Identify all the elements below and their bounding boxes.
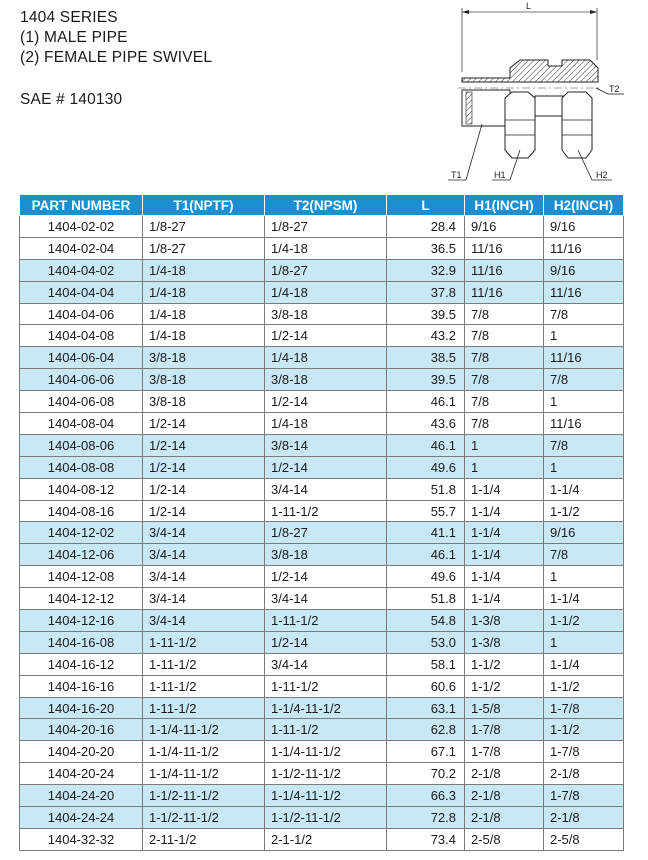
series-title: 1404 SERIES bbox=[20, 9, 118, 26]
t2-thread-cell: 1/4-18 bbox=[265, 237, 387, 259]
sae-number: SAE # 140130 bbox=[20, 91, 123, 108]
length-cell: 63.1 bbox=[387, 697, 465, 719]
table-row bbox=[20, 785, 624, 807]
h2-hex-cell: 2-5/8 bbox=[544, 828, 624, 850]
length-cell: 55.7 bbox=[387, 500, 465, 522]
length-cell: 43.6 bbox=[387, 413, 465, 435]
t2-thread-cell: 3/8-18 bbox=[265, 369, 387, 391]
table-row bbox=[20, 259, 624, 281]
part-number-cell: 1404-12-12 bbox=[20, 588, 143, 610]
h2-hex-cell: 1 bbox=[544, 631, 624, 653]
title-block bbox=[20, 8, 212, 110]
table-row bbox=[20, 719, 624, 741]
h2-hex-cell: 1-1/4 bbox=[544, 653, 624, 675]
h1-hex-cell: 7/8 bbox=[465, 391, 544, 413]
h2-hex-cell: 7/8 bbox=[544, 434, 624, 456]
t1-thread-cell: 3/4-14 bbox=[143, 610, 265, 632]
h2-hex-cell: 1-1/2 bbox=[544, 500, 624, 522]
t1-thread-cell: 1/4-18 bbox=[143, 303, 265, 325]
length-cell: 53.0 bbox=[387, 631, 465, 653]
length-cell: 46.1 bbox=[387, 434, 465, 456]
h1-hex-cell: 7/8 bbox=[465, 369, 544, 391]
h1-hex-cell: 1-1/4 bbox=[465, 478, 544, 500]
t1-thread-cell: 1/4-18 bbox=[143, 325, 265, 347]
table-row bbox=[20, 347, 624, 369]
t1-thread-cell: 3/4-14 bbox=[143, 522, 265, 544]
part-number-cell: 1404-02-04 bbox=[20, 237, 143, 259]
part-number-cell: 1404-04-06 bbox=[20, 303, 143, 325]
part-number-cell: 1404-08-12 bbox=[20, 478, 143, 500]
t2-thread-cell: 3/8-14 bbox=[265, 434, 387, 456]
h2-hex-cell: 2-1/8 bbox=[544, 763, 624, 785]
t1-thread-cell: 1/8-27 bbox=[143, 237, 265, 259]
t2-thread-cell: 1/2-14 bbox=[265, 456, 387, 478]
t1-thread-cell: 3/4-14 bbox=[143, 588, 265, 610]
table-row bbox=[20, 588, 624, 610]
h1-hex-cell: 1 bbox=[465, 456, 544, 478]
t2-thread-cell: 3/8-18 bbox=[265, 544, 387, 566]
table-row bbox=[20, 610, 624, 632]
t2-thread-cell: 1-1/4-11-1/2 bbox=[265, 697, 387, 719]
h1-hex-cell: 1-3/8 bbox=[465, 610, 544, 632]
h2-hex-cell: 1-1/4 bbox=[544, 588, 624, 610]
h1-hex-cell: 1-1/4 bbox=[465, 522, 544, 544]
length-cell: 66.3 bbox=[387, 785, 465, 807]
h1-hex-cell: 2-1/8 bbox=[465, 763, 544, 785]
h2-hex-cell: 1-1/2 bbox=[544, 719, 624, 741]
length-cell: 28.4 bbox=[387, 216, 465, 238]
h1-hex-cell: 1-3/8 bbox=[465, 631, 544, 653]
dim-label-L: L bbox=[526, 1, 532, 11]
column-header-t1: T1(NPTF) bbox=[143, 195, 265, 216]
spec-table bbox=[19, 194, 624, 851]
length-cell: 58.1 bbox=[387, 653, 465, 675]
t2-thread-cell: 1/2-14 bbox=[265, 566, 387, 588]
table-row bbox=[20, 807, 624, 829]
table-row bbox=[20, 413, 624, 435]
part-number-cell: 1404-06-04 bbox=[20, 347, 143, 369]
fitting-drawing bbox=[440, 0, 640, 186]
h2-hex-cell: 9/16 bbox=[544, 522, 624, 544]
part-number-cell: 1404-16-08 bbox=[20, 631, 143, 653]
length-cell: 51.8 bbox=[387, 588, 465, 610]
h1-hex-cell: 11/16 bbox=[465, 281, 544, 303]
table-row bbox=[20, 478, 624, 500]
table-row bbox=[20, 675, 624, 697]
t2-thread-cell: 1/4-18 bbox=[265, 281, 387, 303]
h2-hex-cell: 11/16 bbox=[544, 347, 624, 369]
h1-hex-cell: 1-7/8 bbox=[465, 719, 544, 741]
table-header-row bbox=[20, 195, 624, 216]
h1-hex-cell: 1-1/2 bbox=[465, 675, 544, 697]
length-cell: 60.6 bbox=[387, 675, 465, 697]
dim-label-T2: T2 bbox=[609, 84, 620, 94]
table-row bbox=[20, 566, 624, 588]
length-cell: 67.1 bbox=[387, 741, 465, 763]
h1-hex-cell: 7/8 bbox=[465, 413, 544, 435]
length-cell: 49.6 bbox=[387, 456, 465, 478]
t2-thread-cell: 1/8-27 bbox=[265, 216, 387, 238]
h2-hex-cell: 11/16 bbox=[544, 237, 624, 259]
length-cell: 73.4 bbox=[387, 828, 465, 850]
t1-thread-cell: 3/8-18 bbox=[143, 369, 265, 391]
table-row bbox=[20, 544, 624, 566]
table-row bbox=[20, 763, 624, 785]
h2-hex-cell: 1 bbox=[544, 391, 624, 413]
table-row bbox=[20, 500, 624, 522]
length-cell: 46.1 bbox=[387, 544, 465, 566]
part-number-cell: 1404-12-02 bbox=[20, 522, 143, 544]
h2-hex-cell: 1-7/8 bbox=[544, 785, 624, 807]
t2-thread-cell: 3/4-14 bbox=[265, 478, 387, 500]
t1-thread-cell: 1/4-18 bbox=[143, 281, 265, 303]
length-cell: 38.5 bbox=[387, 347, 465, 369]
column-header-h2: H2(INCH) bbox=[544, 195, 624, 216]
part-number-cell: 1404-12-08 bbox=[20, 566, 143, 588]
part-number-cell: 1404-06-06 bbox=[20, 369, 143, 391]
female-swivel-line: (2) FEMALE PIPE SWIVEL bbox=[20, 49, 213, 66]
h1-hex-cell: 7/8 bbox=[465, 303, 544, 325]
t2-thread-cell: 3/4-14 bbox=[265, 588, 387, 610]
t2-thread-cell: 3/8-18 bbox=[265, 303, 387, 325]
h2-hex-cell: 1-1/2 bbox=[544, 610, 624, 632]
length-cell: 54.8 bbox=[387, 610, 465, 632]
t1-thread-cell: 3/4-14 bbox=[143, 544, 265, 566]
t1-thread-cell: 1-11-1/2 bbox=[143, 675, 265, 697]
dim-label-H1: H1 bbox=[494, 170, 506, 180]
h1-hex-cell: 7/8 bbox=[465, 347, 544, 369]
t2-thread-cell: 1/2-14 bbox=[265, 325, 387, 347]
t2-thread-cell: 1-11-1/2 bbox=[265, 675, 387, 697]
part-number-cell: 1404-16-20 bbox=[20, 697, 143, 719]
t2-thread-cell: 1-1/4-11-1/2 bbox=[265, 741, 387, 763]
male-pipe-line: (1) MALE PIPE bbox=[20, 29, 128, 46]
t1-thread-cell: 1-1/2-11-1/2 bbox=[143, 807, 265, 829]
table-row bbox=[20, 216, 624, 238]
length-cell: 32.9 bbox=[387, 259, 465, 281]
part-number-cell: 1404-08-04 bbox=[20, 413, 143, 435]
t2-thread-cell: 1-11-1/2 bbox=[265, 719, 387, 741]
column-header-l: L bbox=[387, 195, 465, 216]
h2-hex-cell: 1-7/8 bbox=[544, 741, 624, 763]
length-cell: 36.5 bbox=[387, 237, 465, 259]
t1-thread-cell: 3/8-18 bbox=[143, 391, 265, 413]
part-number-cell: 1404-04-04 bbox=[20, 281, 143, 303]
h1-hex-cell: 9/16 bbox=[465, 216, 544, 238]
h1-hex-cell: 1 bbox=[465, 434, 544, 456]
t2-thread-cell: 1/4-18 bbox=[265, 347, 387, 369]
h1-hex-cell: 1-1/4 bbox=[465, 566, 544, 588]
table-row bbox=[20, 741, 624, 763]
t2-thread-cell: 2-1-1/2 bbox=[265, 828, 387, 850]
length-cell: 62.8 bbox=[387, 719, 465, 741]
t2-thread-cell: 1/8-27 bbox=[265, 259, 387, 281]
t2-thread-cell: 1-1/2-11-1/2 bbox=[265, 807, 387, 829]
t1-thread-cell: 1/2-14 bbox=[143, 456, 265, 478]
h1-hex-cell: 1-5/8 bbox=[465, 697, 544, 719]
part-number-cell: 1404-04-08 bbox=[20, 325, 143, 347]
t2-thread-cell: 1-1/4-11-1/2 bbox=[265, 785, 387, 807]
part-number-cell: 1404-12-16 bbox=[20, 610, 143, 632]
table-row bbox=[20, 456, 624, 478]
t1-thread-cell: 3/4-14 bbox=[143, 566, 265, 588]
h1-hex-cell: 1-1/4 bbox=[465, 544, 544, 566]
length-cell: 37.8 bbox=[387, 281, 465, 303]
column-header-t2: T2(NPSM) bbox=[265, 195, 387, 216]
t1-thread-cell: 1/2-14 bbox=[143, 478, 265, 500]
table-row bbox=[20, 325, 624, 347]
table-row bbox=[20, 369, 624, 391]
h1-hex-cell: 11/16 bbox=[465, 237, 544, 259]
t1-thread-cell: 1/4-18 bbox=[143, 259, 265, 281]
h2-hex-cell: 1-7/8 bbox=[544, 697, 624, 719]
t2-thread-cell: 1/2-14 bbox=[265, 391, 387, 413]
table-row bbox=[20, 237, 624, 259]
length-cell: 39.5 bbox=[387, 303, 465, 325]
t1-thread-cell: 1/2-14 bbox=[143, 434, 265, 456]
part-number-cell: 1404-08-08 bbox=[20, 456, 143, 478]
part-number-cell: 1404-20-16 bbox=[20, 719, 143, 741]
part-number-cell: 1404-04-02 bbox=[20, 259, 143, 281]
length-cell: 41.1 bbox=[387, 522, 465, 544]
t2-thread-cell: 1/2-14 bbox=[265, 631, 387, 653]
part-number-cell: 1404-12-06 bbox=[20, 544, 143, 566]
length-cell: 46.1 bbox=[387, 391, 465, 413]
dim-label-H2: H2 bbox=[596, 170, 608, 180]
dim-label-T1: T1 bbox=[451, 170, 462, 180]
h1-hex-cell: 2-1/8 bbox=[465, 785, 544, 807]
h2-hex-cell: 7/8 bbox=[544, 544, 624, 566]
h2-hex-cell: 11/16 bbox=[544, 281, 624, 303]
table-row bbox=[20, 697, 624, 719]
h2-hex-cell: 1-1/2 bbox=[544, 675, 624, 697]
t1-thread-cell: 1-11-1/2 bbox=[143, 631, 265, 653]
h2-hex-cell: 1 bbox=[544, 325, 624, 347]
part-number-cell: 1404-20-24 bbox=[20, 763, 143, 785]
table-row bbox=[20, 631, 624, 653]
length-cell: 72.8 bbox=[387, 807, 465, 829]
h1-hex-cell: 1-1/4 bbox=[465, 588, 544, 610]
t2-thread-cell: 1/8-27 bbox=[265, 522, 387, 544]
t2-thread-cell: 1-1/2-11-1/2 bbox=[265, 763, 387, 785]
h2-hex-cell: 2-1/8 bbox=[544, 807, 624, 829]
h1-hex-cell: 7/8 bbox=[465, 325, 544, 347]
t1-thread-cell: 3/8-18 bbox=[143, 347, 265, 369]
column-header-h1: H1(INCH) bbox=[465, 195, 544, 216]
h1-hex-cell: 1-7/8 bbox=[465, 741, 544, 763]
length-cell: 70.2 bbox=[387, 763, 465, 785]
h2-hex-cell: 9/16 bbox=[544, 259, 624, 281]
t1-thread-cell: 1/2-14 bbox=[143, 500, 265, 522]
h2-hex-cell: 7/8 bbox=[544, 303, 624, 325]
h2-hex-cell: 1-1/4 bbox=[544, 478, 624, 500]
part-number-cell: 1404-24-20 bbox=[20, 785, 143, 807]
t1-thread-cell: 1-1/4-11-1/2 bbox=[143, 719, 265, 741]
part-number-cell: 1404-08-06 bbox=[20, 434, 143, 456]
part-number-cell: 1404-20-20 bbox=[20, 741, 143, 763]
t1-thread-cell: 1-11-1/2 bbox=[143, 697, 265, 719]
h2-hex-cell: 11/16 bbox=[544, 413, 624, 435]
length-cell: 39.5 bbox=[387, 369, 465, 391]
part-number-cell: 1404-24-24 bbox=[20, 807, 143, 829]
h1-hex-cell: 1-1/2 bbox=[465, 653, 544, 675]
t1-thread-cell: 1/2-14 bbox=[143, 413, 265, 435]
part-number-cell: 1404-06-08 bbox=[20, 391, 143, 413]
table-row bbox=[20, 391, 624, 413]
t2-thread-cell: 1-11-1/2 bbox=[265, 500, 387, 522]
h1-hex-cell: 2-5/8 bbox=[465, 828, 544, 850]
length-cell: 43.2 bbox=[387, 325, 465, 347]
part-number-cell: 1404-02-02 bbox=[20, 216, 143, 238]
h1-hex-cell: 1-1/4 bbox=[465, 500, 544, 522]
t2-thread-cell: 1/4-18 bbox=[265, 413, 387, 435]
h1-hex-cell: 2-1/8 bbox=[465, 807, 544, 829]
t1-thread-cell: 1/8-27 bbox=[143, 216, 265, 238]
part-number-cell: 1404-08-16 bbox=[20, 500, 143, 522]
table-row bbox=[20, 434, 624, 456]
t1-thread-cell: 1-1/4-11-1/2 bbox=[143, 741, 265, 763]
length-cell: 51.8 bbox=[387, 478, 465, 500]
h2-hex-cell: 9/16 bbox=[544, 216, 624, 238]
t1-thread-cell: 1-1/4-11-1/2 bbox=[143, 763, 265, 785]
t1-thread-cell: 2-11-1/2 bbox=[143, 828, 265, 850]
h2-hex-cell: 1 bbox=[544, 566, 624, 588]
part-number-cell: 1404-32-32 bbox=[20, 828, 143, 850]
h2-hex-cell: 1 bbox=[544, 456, 624, 478]
length-cell: 49.6 bbox=[387, 566, 465, 588]
column-header-part-number: PART NUMBER bbox=[20, 195, 143, 216]
t1-thread-cell: 1-11-1/2 bbox=[143, 653, 265, 675]
part-number-cell: 1404-16-16 bbox=[20, 675, 143, 697]
t2-thread-cell: 1-11-1/2 bbox=[265, 610, 387, 632]
t1-thread-cell: 1-1/2-11-1/2 bbox=[143, 785, 265, 807]
h2-hex-cell: 7/8 bbox=[544, 369, 624, 391]
table-row bbox=[20, 522, 624, 544]
table-row bbox=[20, 303, 624, 325]
t2-thread-cell: 3/4-14 bbox=[265, 653, 387, 675]
part-number-cell: 1404-16-12 bbox=[20, 653, 143, 675]
h1-hex-cell: 11/16 bbox=[465, 259, 544, 281]
table-row bbox=[20, 653, 624, 675]
table-row bbox=[20, 281, 624, 303]
table-row bbox=[20, 828, 624, 850]
